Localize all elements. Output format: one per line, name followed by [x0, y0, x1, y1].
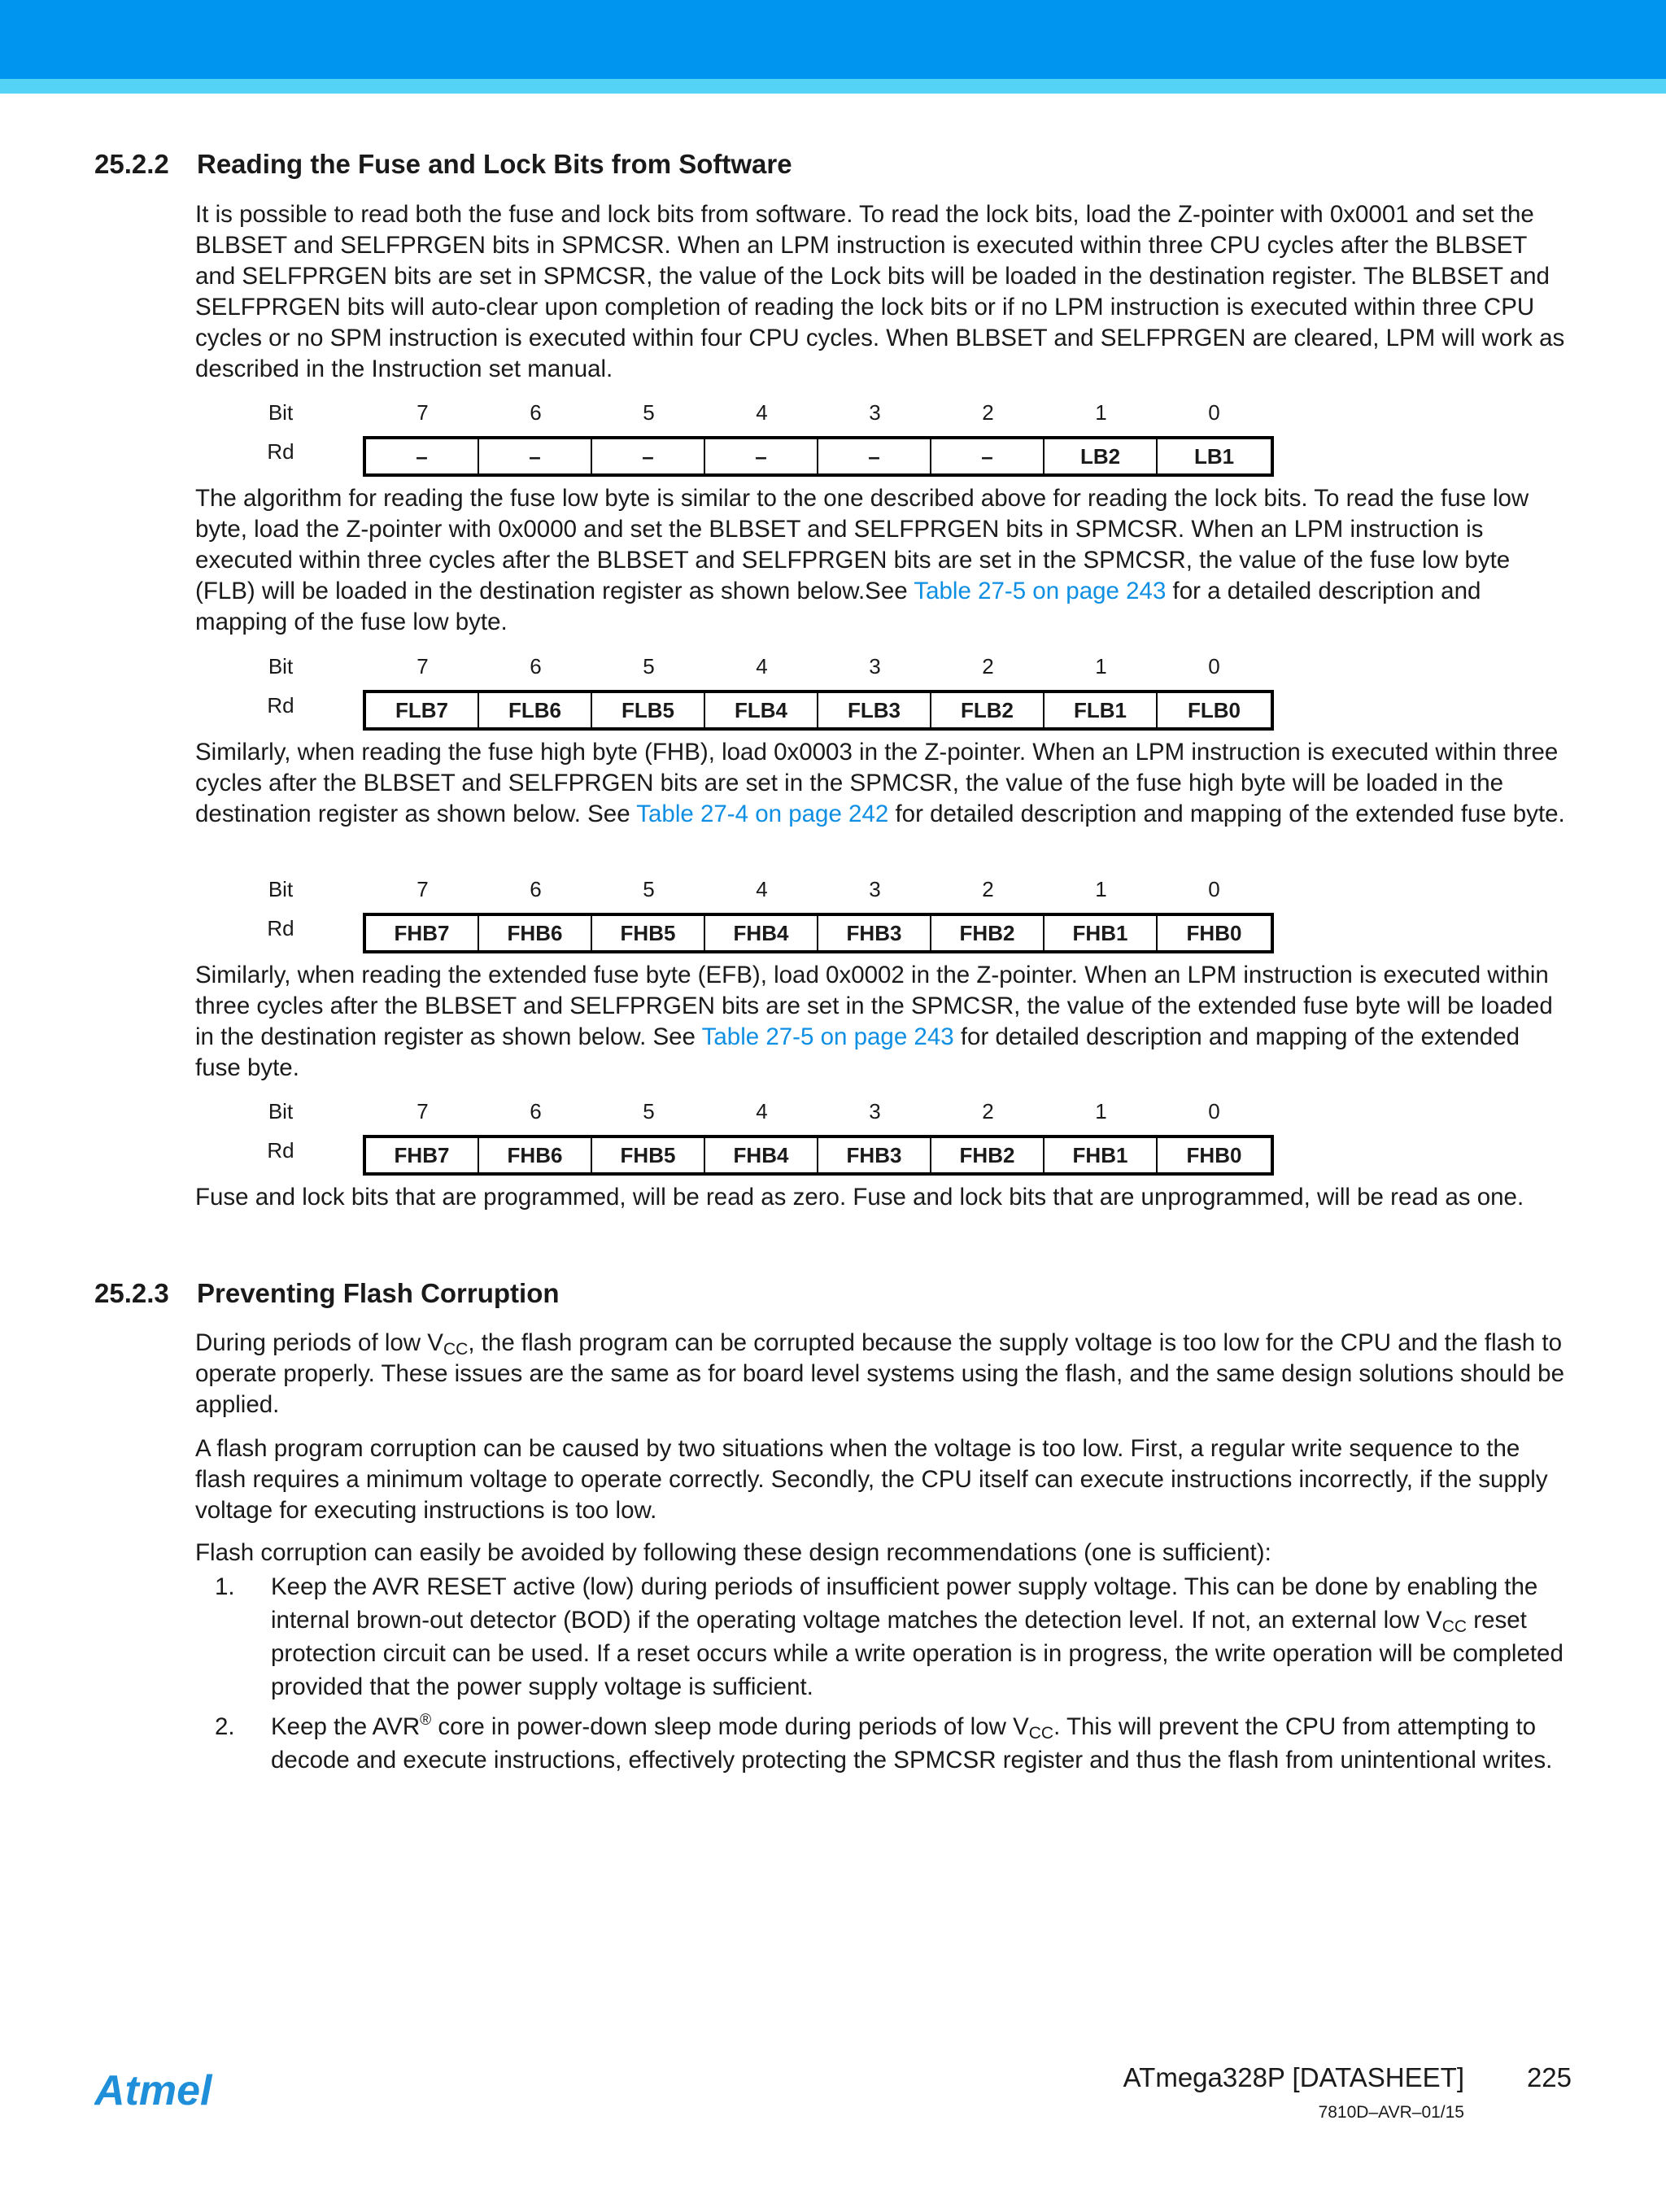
bit-number: 4	[756, 654, 768, 678]
register-cell: FLB1	[1045, 693, 1158, 727]
register-fuse-low-byte	[266, 654, 1275, 731]
register-cells	[363, 913, 1274, 953]
list-item	[195, 1710, 1570, 1777]
text: core in power-down sleep mode during periods of low V	[431, 1713, 1029, 1740]
register-cell: FHB4	[705, 916, 818, 950]
register-cell: FHB5	[592, 1138, 705, 1172]
register-cell: FLB7	[366, 693, 479, 727]
register-cell: –	[931, 439, 1045, 473]
rd-label: Rd	[267, 693, 294, 718]
table-link[interactable]: Table 27-4 on page 242	[636, 801, 889, 827]
text: for a detailed description and mapping of the fuse low byte.	[195, 578, 1481, 635]
bit-label: Bit	[268, 400, 294, 425]
section-heading	[94, 149, 792, 180]
bit-number: 7	[416, 877, 429, 901]
bit-number: 0	[1208, 877, 1220, 901]
header-accent-band	[0, 79, 1666, 94]
register-cells	[363, 690, 1274, 731]
bit-label: Bit	[268, 877, 294, 901]
register-cell: FHB4	[705, 1138, 818, 1172]
page-number: 225	[1526, 2062, 1572, 2092]
register-read-row	[266, 436, 1275, 477]
paragraph-fuse-high-byte	[195, 737, 1570, 830]
register-cell: FHB5	[592, 916, 705, 950]
list-number: 2.	[215, 1713, 235, 1740]
register-fuse-high-byte	[266, 877, 1275, 953]
bit-number: 1	[1095, 1099, 1107, 1123]
register-cell: FLB5	[592, 693, 705, 727]
register-cell: FLB0	[1188, 698, 1241, 722]
register-cell: LB2	[1045, 439, 1158, 473]
rd-label: Rd	[267, 916, 294, 940]
paragraph-extended-fuse-byte	[195, 960, 1570, 1084]
register-extended-fuse-byte	[266, 1099, 1275, 1176]
register-cells	[363, 1135, 1274, 1176]
register-cell: FHB6	[479, 916, 592, 950]
bit-number: 4	[756, 1099, 768, 1123]
bit-number: 5	[643, 400, 655, 425]
bit-number: 4	[756, 877, 768, 901]
text: Keep the AVR	[271, 1713, 421, 1740]
bit-number: 4	[756, 400, 768, 425]
bit-number: 5	[643, 654, 655, 678]
bit-number: 2	[982, 400, 994, 425]
subscript: CC	[1028, 1724, 1054, 1743]
header-band	[0, 0, 1666, 79]
text: The algorithm for reading the fuse low byte is similar to the one described above for reading the lock bits. To read the fuse low byte, load the Z-pointer with 0x0000 and set the BLBSET and SELFPRGEN bits in SPMCSR. When an LPM instruction is executed within three cycles after the BLBSET and SELFPRGEN bits are set in the SPMCSR, the value of the fuse low byte (FLB) will be loaded in the destination register as shown below.See	[195, 485, 1529, 604]
paragraph-intro: It is possible to read both the fuse and lock bits from software. To read the lock bits, load the Z-pointer with 0x0001 and set the BLBSET and SELFPRGEN bits in SPMCSR. When an LPM instruction is executed within three CPU cycles after the BLBSET and SELFPRGEN bits are set in SPMCSR, the value of the Lock bits will be loaded in the destination register. The BLBSET and SELFPRGEN bits will auto-clear upon completion of reading the lock bits or if no LPM instruction is executed within three CPU cycles or no SPM instruction is executed within four CPU cycles. When BLBSET and SELFPRGEN are cleared, LPM will work as described in the Instruction set manual.	[195, 201, 1565, 382]
register-read-row	[266, 690, 1275, 731]
register-cell: FHB2	[931, 1138, 1045, 1172]
atmel-logo	[94, 2070, 241, 2116]
bit-number: 2	[982, 877, 994, 901]
bit-number: 3	[869, 1099, 881, 1123]
bit-number: 6	[530, 877, 542, 901]
register-cell: FHB0	[1186, 921, 1242, 945]
subscript: CC	[443, 1340, 469, 1359]
register-read-row	[266, 913, 1275, 953]
register-cell: FHB1	[1045, 916, 1158, 950]
section-heading	[94, 1278, 560, 1309]
section-number: 25.2.3	[94, 1278, 169, 1308]
text: . This will prevent the CPU from attempting to decode and execute instructions, effectively protecting the SPMCSR register and thus the flash from unintentional writes.	[271, 1713, 1553, 1774]
bit-number-row	[266, 400, 1275, 430]
section-title: Preventing Flash Corruption	[197, 1278, 560, 1308]
paragraph-fuse-low-byte	[195, 483, 1570, 638]
text: Similarly, when reading the fuse high byte (FHB), load 0x0003 in the Z-pointer. When an LPM instruction is executed within three cycles after the BLBSET and SELFPRGEN bits are set in the SPMCSR, the value of the fuse high byte will be loaded in the destination register as shown below. See	[195, 739, 1559, 827]
register-cells	[363, 436, 1274, 477]
bit-number: 6	[530, 654, 542, 678]
bit-number: 2	[982, 654, 994, 678]
bit-number: 1	[1095, 400, 1107, 425]
bit-number: 2	[982, 1099, 994, 1123]
register-read-row	[266, 1135, 1275, 1176]
document-code: 7810D–AVR–01/15	[1318, 2103, 1464, 2122]
bit-number: 5	[643, 1099, 655, 1123]
rd-label: Rd	[267, 1138, 294, 1163]
register-cell: FHB0	[1186, 1143, 1242, 1167]
paragraph-low-vcc	[195, 1328, 1570, 1420]
superscript: ®	[420, 1712, 432, 1729]
section-title: Reading the Fuse and Lock Bits from Software	[197, 149, 792, 179]
bit-number: 0	[1208, 400, 1220, 425]
paragraph-recommendations-intro: Flash corruption can easily be avoided by following these design recommendations (one is sufficient):	[195, 1539, 1271, 1566]
register-cell: FHB2	[931, 916, 1045, 950]
text: reset protection circuit can be used. If a reset occurs while a write operation is in progress, the write operation will be completed provided that the power supply voltage is sufficient.	[271, 1607, 1564, 1700]
register-cell: FLB2	[931, 693, 1045, 727]
bit-number: 3	[869, 877, 881, 901]
table-link[interactable]: Table 27-5 on page 243	[701, 1023, 954, 1050]
register-cell: FHB1	[1045, 1138, 1158, 1172]
register-cell: –	[592, 439, 705, 473]
register-lock-bits	[266, 400, 1275, 477]
list-item	[195, 1570, 1570, 1704]
table-link[interactable]: Table 27-5 on page 243	[914, 578, 1167, 604]
register-cell: –	[366, 439, 479, 473]
text: for detailed description and mapping of the extended fuse byte.	[888, 801, 1565, 827]
bit-number: 7	[416, 1099, 429, 1123]
bit-label: Bit	[268, 1099, 294, 1123]
bit-number: 5	[643, 877, 655, 901]
bit-number: 1	[1095, 877, 1107, 901]
register-cell: FLB6	[479, 693, 592, 727]
bit-number: 6	[530, 1099, 542, 1123]
bit-number: 3	[869, 400, 881, 425]
text: During periods of low V	[195, 1329, 443, 1356]
bit-number: 1	[1095, 654, 1107, 678]
bit-number: 7	[416, 400, 429, 425]
register-cell: FHB7	[366, 916, 479, 950]
rd-label: Rd	[267, 439, 294, 464]
bit-number-row	[266, 1099, 1275, 1128]
register-cell: FLB4	[705, 693, 818, 727]
bit-number: 0	[1208, 654, 1220, 678]
register-cell: –	[479, 439, 592, 473]
subscript: CC	[1441, 1617, 1468, 1636]
bit-number: 0	[1208, 1099, 1220, 1123]
recommendations-list	[195, 1570, 1570, 1783]
paragraph-closing: Fuse and lock bits that are programmed, will be read as zero. Fuse and lock bits that are unprogrammed, will be read as one.	[195, 1184, 1524, 1211]
section-number: 25.2.2	[94, 149, 169, 179]
register-cell: –	[705, 439, 818, 473]
bit-number-row	[266, 654, 1275, 683]
bit-number: 3	[869, 654, 881, 678]
text: , the flash program can be corrupted because the supply voltage is too low for the CPU and the flash to operate properly. These issues are the same as for board level systems using the flash, and the same design solutions should be applied.	[195, 1329, 1564, 1418]
text: for detailed description and mapping of the extended fuse byte.	[195, 1023, 1520, 1081]
register-cell: FHB7	[366, 1138, 479, 1172]
register-cell: FHB3	[818, 916, 931, 950]
register-cell: FLB3	[818, 693, 931, 727]
bit-number: 6	[530, 400, 542, 425]
list-number: 1.	[215, 1573, 235, 1600]
logo-text: Atmel	[94, 2070, 212, 2114]
bit-label: Bit	[268, 654, 294, 678]
register-cell: FHB6	[479, 1138, 592, 1172]
paragraph-corruption-causes: A flash program corruption can be caused by two situations when the voltage is too low. First, a regular write sequence to the flash requires a minimum voltage to operate correctly. Secondly, the CPU itself can execute instructions incorrectly, if the supply voltage for executing instructions is too low.	[195, 1435, 1548, 1524]
text: Similarly, when reading the extended fuse byte (EFB), load 0x0002 in the Z-pointer. When an LPM instruction is executed within three cycles after the BLBSET and SELFPRGEN bits are set in the SPMCSR, the value of the extended fuse byte will be loaded in the destination register as shown below. See	[195, 962, 1553, 1050]
bit-number-row	[266, 877, 1275, 906]
text: Keep the AVR RESET active (low) during periods of insufficient power supply voltage. This can be done by enabling the internal brown-out detector (BOD) if the operating voltage matches the detection level. If not, an external low V	[271, 1573, 1538, 1634]
register-cell: FHB3	[818, 1138, 931, 1172]
register-cell: LB1	[1193, 444, 1235, 469]
bit-number: 7	[416, 654, 429, 678]
register-cell: –	[818, 439, 931, 473]
document-title: ATmega328P [DATASHEET]	[1123, 2062, 1464, 2092]
